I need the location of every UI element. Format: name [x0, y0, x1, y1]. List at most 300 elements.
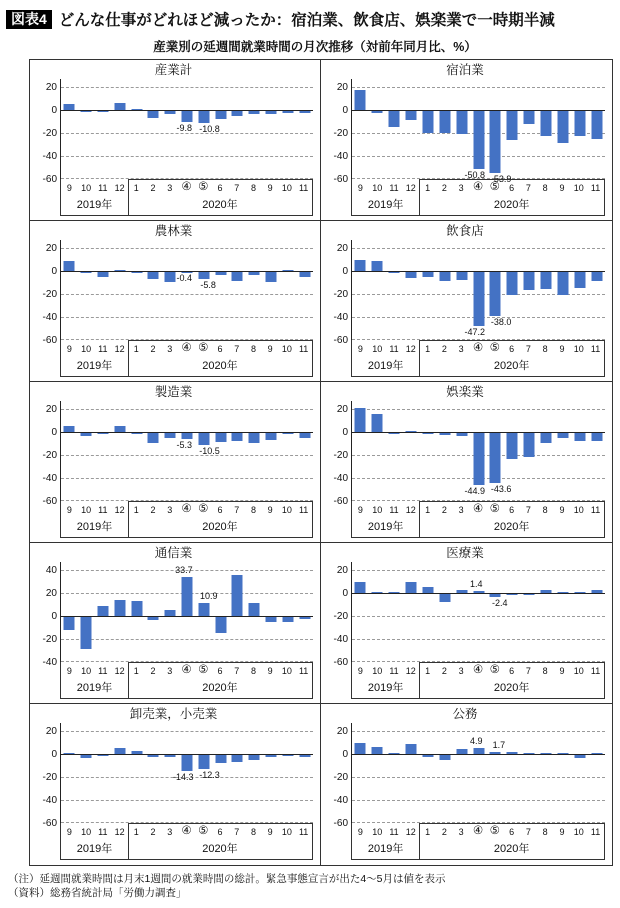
bar [299, 111, 310, 113]
bar [299, 272, 310, 277]
bar [249, 755, 260, 760]
y-tick-label: -20 [42, 288, 57, 300]
y-tick-label: -60 [333, 656, 348, 668]
year-label: 2020年 [493, 843, 530, 855]
month-label: 6 [509, 666, 515, 676]
month-label: 12 [114, 344, 125, 354]
y-tick-label: -60 [42, 817, 57, 829]
month-label: 9 [357, 666, 363, 676]
chart-title: 宿泊業 [446, 63, 484, 77]
year-label: 2020年 [493, 360, 530, 372]
y-tick-label: 20 [336, 403, 348, 415]
month-label: ④ [181, 825, 192, 837]
bar [406, 744, 417, 754]
bar [507, 433, 518, 459]
month-label: ④ [181, 664, 192, 676]
gridline [61, 294, 313, 295]
year-row [61, 357, 312, 376]
month-label: ⑤ [198, 664, 209, 676]
chart-body [325, 79, 605, 185]
gridline [61, 455, 313, 456]
bar [266, 617, 277, 622]
month-label: 9 [66, 183, 72, 193]
month-label: 8 [250, 827, 256, 837]
month-label: 3 [167, 344, 173, 354]
y-tick-label: 20 [336, 564, 348, 576]
chart-title: 公務 [452, 707, 478, 721]
month-label: 1 [133, 344, 139, 354]
month-label: 11 [298, 344, 309, 354]
bar [282, 433, 293, 434]
y-tick-label: 20 [45, 587, 57, 599]
month-label: 7 [234, 505, 240, 515]
y-axis [325, 79, 351, 185]
y-tick-label: -20 [42, 633, 57, 645]
month-label: 12 [114, 183, 125, 193]
bar [524, 433, 535, 457]
year-row [352, 840, 604, 859]
y-tick-label: -20 [333, 288, 348, 300]
bar [198, 433, 209, 445]
gridline [352, 87, 605, 88]
bar [98, 433, 109, 434]
y-tick-label: -40 [333, 311, 348, 323]
bar [422, 433, 433, 434]
gridline [61, 800, 313, 801]
y-tick-label: -60 [333, 173, 348, 185]
bar [507, 752, 518, 754]
month-label: 6 [217, 666, 223, 676]
bar [574, 592, 585, 593]
chart-cell [321, 704, 612, 865]
year-row [61, 518, 312, 537]
bar [249, 603, 260, 616]
bar [456, 749, 467, 754]
bar [148, 433, 159, 443]
value-label: -14.3 [173, 772, 194, 783]
month-label: 8 [542, 827, 548, 837]
plot-area [351, 401, 605, 501]
year-label: 2019年 [76, 682, 113, 694]
year-label: 2019年 [76, 521, 113, 533]
month-label: 3 [167, 183, 173, 193]
bar [282, 755, 293, 756]
bar [165, 272, 176, 282]
axis-label-box [60, 823, 313, 860]
bar [439, 111, 450, 133]
month-label: ④ [472, 503, 484, 515]
plot-area [60, 401, 313, 501]
axis-label-box [60, 340, 313, 377]
axis-label-box [60, 662, 313, 699]
y-tick-label: 0 [51, 610, 57, 622]
month-label: 8 [542, 505, 548, 515]
bar [266, 433, 277, 440]
y-tick-label: 0 [51, 426, 57, 438]
plot-area [60, 240, 313, 340]
bar [148, 272, 159, 279]
month-label: 3 [167, 666, 173, 676]
value-label: -5.8 [200, 279, 216, 290]
month-label: 7 [234, 344, 240, 354]
year-label: 2019年 [367, 843, 404, 855]
month-label: 1 [425, 827, 431, 837]
y-tick-label: -60 [333, 334, 348, 346]
month-label: 9 [559, 183, 565, 193]
year-label: 2020年 [202, 843, 238, 855]
month-label: 10 [281, 827, 292, 837]
bar [406, 582, 417, 594]
bar [473, 748, 484, 754]
bar [131, 109, 142, 110]
y-axis [325, 240, 351, 346]
bar [232, 575, 243, 616]
bar [524, 753, 535, 754]
month-label: 12 [114, 505, 125, 515]
gridline [61, 478, 313, 479]
bar [507, 272, 518, 295]
y-tick-label: 20 [336, 725, 348, 737]
month-label: 12 [114, 827, 125, 837]
bar [406, 111, 417, 120]
month-label: 1 [133, 505, 139, 515]
month-label: 8 [542, 344, 548, 354]
month-label: 12 [114, 666, 125, 676]
month-row [352, 179, 604, 196]
month-label: ⑤ [489, 503, 500, 515]
year-divider [419, 179, 420, 215]
chart-title: 卸売業，小売業 [129, 707, 218, 721]
value-label: 1.4 [469, 579, 483, 590]
month-label: 6 [509, 344, 515, 354]
year-label: 2020年 [493, 521, 530, 533]
month-label: 9 [559, 505, 565, 515]
year-group-border [419, 179, 604, 180]
bar [165, 755, 176, 757]
month-label: 11 [389, 344, 399, 354]
value-label: -38.0 [490, 316, 512, 327]
y-tick-label: -40 [42, 794, 57, 806]
month-label: ④ [181, 181, 192, 193]
axis-label-box [351, 662, 605, 699]
year-label: 2019年 [76, 360, 113, 372]
month-label: 9 [66, 505, 72, 515]
axis-label-box [351, 340, 605, 377]
value-label: 1.7 [492, 740, 506, 751]
bar [507, 594, 518, 595]
bar [557, 272, 568, 295]
bar [439, 272, 450, 281]
bar [215, 111, 226, 119]
bar [355, 408, 366, 432]
chart-title: 通信業 [154, 546, 193, 560]
month-label: 11 [590, 505, 601, 515]
bar [355, 90, 366, 110]
y-tick-label: 0 [51, 748, 57, 760]
month-label: 9 [559, 344, 565, 354]
bar [249, 433, 260, 443]
y-tick-label: -60 [333, 817, 348, 829]
value-label: 33.7 [175, 565, 193, 576]
chart-cell [30, 704, 321, 865]
year-divider [419, 501, 420, 537]
bar [64, 753, 75, 754]
bar [182, 755, 193, 771]
value-label: 10.9 [199, 591, 218, 602]
value-label: -12.3 [199, 770, 220, 781]
bar [591, 433, 602, 441]
chart-body [34, 240, 313, 346]
chart-subtitle: 産業別の延週間就業時間の月次推移（対前年同月比、%） [153, 40, 477, 54]
month-label: 9 [66, 344, 72, 354]
bar [372, 261, 383, 271]
year-row [61, 679, 312, 698]
month-label: 11 [298, 505, 309, 515]
chart-cell [30, 543, 321, 704]
month-label: ⑤ [489, 825, 500, 837]
axis-label-box [60, 501, 313, 538]
bar [215, 617, 226, 633]
month-label: 11 [298, 827, 309, 837]
month-label: ④ [472, 664, 484, 676]
bar [81, 272, 92, 273]
year-label: 2020年 [202, 199, 238, 211]
month-label: ④ [472, 342, 484, 354]
bar [98, 606, 109, 616]
bar [372, 592, 383, 593]
month-label: 9 [267, 344, 273, 354]
bar [557, 111, 568, 143]
bar [165, 111, 176, 114]
bar [557, 433, 568, 438]
figure-header [0, 0, 620, 30]
y-tick-label: 0 [342, 104, 348, 116]
bar [507, 111, 518, 140]
month-label: 6 [509, 183, 515, 193]
year-divider [128, 340, 129, 376]
chart-cell [321, 221, 612, 382]
year-divider [128, 662, 129, 698]
month-label: 2 [150, 827, 156, 837]
month-label: 7 [234, 183, 240, 193]
bar [389, 592, 400, 593]
bar [422, 587, 433, 593]
y-tick-label: -40 [42, 150, 57, 162]
month-label: 11 [298, 183, 309, 193]
value-label: 4.9 [469, 736, 483, 747]
month-label: 6 [217, 183, 223, 193]
y-tick-label: -60 [42, 334, 57, 346]
bar [574, 433, 585, 441]
chart-title: 製造業 [154, 385, 193, 399]
year-divider [419, 662, 420, 698]
month-label: 11 [590, 666, 601, 676]
bar [557, 753, 568, 754]
month-label: 3 [458, 666, 464, 676]
bar [81, 433, 92, 436]
month-label: 12 [405, 344, 416, 354]
y-tick-label: 0 [342, 748, 348, 760]
month-label: 11 [98, 666, 108, 676]
plot-area [60, 562, 313, 662]
bar [524, 594, 535, 595]
month-label: 3 [458, 505, 464, 515]
year-label: 2020年 [202, 360, 238, 372]
bar [389, 272, 400, 273]
bar [148, 617, 159, 620]
footer-notes [8, 872, 620, 900]
month-label: 1 [425, 183, 431, 193]
month-label: 12 [405, 505, 416, 515]
month-label: 7 [525, 344, 531, 354]
y-tick-label: 20 [45, 403, 57, 415]
bar [456, 272, 467, 280]
month-row [61, 501, 312, 518]
month-label: 6 [217, 505, 223, 515]
month-label: 10 [372, 666, 383, 676]
bar [456, 433, 467, 436]
bar [540, 111, 551, 136]
year-group-border [419, 340, 604, 341]
bar [389, 111, 400, 127]
month-label: 10 [372, 827, 383, 837]
bar [64, 261, 75, 271]
year-group-border [419, 823, 604, 824]
month-label: 9 [357, 505, 363, 515]
y-tick-label: -40 [333, 633, 348, 645]
chart-title: 産業計 [154, 63, 193, 77]
month-label: 2 [441, 183, 447, 193]
source-note: （資料）総務省統計局「労働力調査」 [8, 887, 187, 899]
month-label: 6 [509, 505, 515, 515]
bar [490, 752, 501, 754]
bar [574, 111, 585, 136]
bar [355, 260, 366, 272]
year-group-border [128, 662, 312, 663]
month-label: 9 [357, 183, 363, 193]
month-label: ⑤ [198, 825, 209, 837]
month-label: 2 [150, 505, 156, 515]
bar [198, 111, 209, 123]
bar [114, 270, 125, 271]
bar [165, 610, 176, 616]
bar [389, 753, 400, 754]
bar [266, 111, 277, 114]
month-label: 10 [81, 344, 92, 354]
month-label: 10 [281, 666, 292, 676]
gridline [352, 248, 605, 249]
axis-label-box [351, 501, 605, 538]
month-label: 9 [267, 827, 273, 837]
month-label: 3 [167, 827, 173, 837]
gridline [61, 409, 313, 410]
bar [266, 755, 277, 757]
page-title: どんな仕事がどれほど減ったか：宿泊業、飲食店、娯楽業で一時期半減 [58, 12, 555, 29]
chart-cell [30, 221, 321, 382]
bar [114, 426, 125, 432]
y-tick-label: 20 [336, 242, 348, 254]
year-label: 2020年 [202, 682, 238, 694]
bar [473, 272, 484, 326]
month-label: 3 [458, 183, 464, 193]
month-label: 11 [590, 827, 601, 837]
bar [524, 111, 535, 124]
y-tick-label: -60 [42, 173, 57, 185]
bar [557, 592, 568, 593]
bar [540, 433, 551, 443]
bar [473, 111, 484, 169]
month-label: 12 [405, 183, 416, 193]
bar [64, 617, 75, 630]
zero-line [352, 593, 605, 594]
gridline [352, 800, 605, 801]
year-label: 2019年 [76, 199, 113, 211]
bar [372, 414, 383, 432]
bar [114, 103, 125, 110]
month-label: 9 [267, 183, 273, 193]
bar [574, 755, 585, 758]
bar [182, 433, 193, 439]
value-label: -44.9 [464, 485, 486, 496]
year-label: 2019年 [367, 360, 404, 372]
bar [81, 755, 92, 758]
year-label: 2020年 [493, 199, 530, 211]
bar [114, 748, 125, 754]
month-label: 2 [441, 505, 447, 515]
zero-line [352, 754, 605, 755]
year-divider [419, 340, 420, 376]
year-label: 2019年 [367, 199, 404, 211]
chart-cell [321, 543, 612, 704]
month-label: ⑤ [489, 342, 500, 354]
month-label: 10 [573, 183, 584, 193]
chart-cell [321, 60, 612, 221]
bar [131, 272, 142, 273]
month-label: 8 [250, 666, 256, 676]
plot-area [60, 723, 313, 823]
y-tick-label: -40 [333, 794, 348, 806]
bar [439, 433, 450, 435]
month-row [352, 340, 604, 357]
month-label: 10 [573, 344, 584, 354]
bar [540, 272, 551, 289]
bar [249, 111, 260, 114]
month-label: 6 [509, 827, 515, 837]
bar [540, 753, 551, 754]
month-label: 10 [81, 183, 92, 193]
bar [131, 433, 142, 434]
month-label: 11 [389, 183, 399, 193]
month-row [352, 662, 604, 679]
month-label: 10 [372, 344, 383, 354]
year-divider [128, 179, 129, 215]
month-label: ⑤ [489, 181, 500, 193]
bar [406, 431, 417, 432]
bar [299, 755, 310, 757]
axis-label-box [351, 179, 605, 216]
month-label: 9 [357, 827, 363, 837]
bar [540, 590, 551, 593]
bar [232, 755, 243, 762]
month-label: 10 [281, 505, 292, 515]
month-label: 11 [98, 827, 108, 837]
month-label: ④ [181, 503, 192, 515]
month-label: 11 [590, 183, 601, 193]
value-label: -47.2 [464, 327, 486, 338]
bar [282, 111, 293, 113]
chart-body [34, 562, 313, 668]
month-label: 7 [234, 666, 240, 676]
